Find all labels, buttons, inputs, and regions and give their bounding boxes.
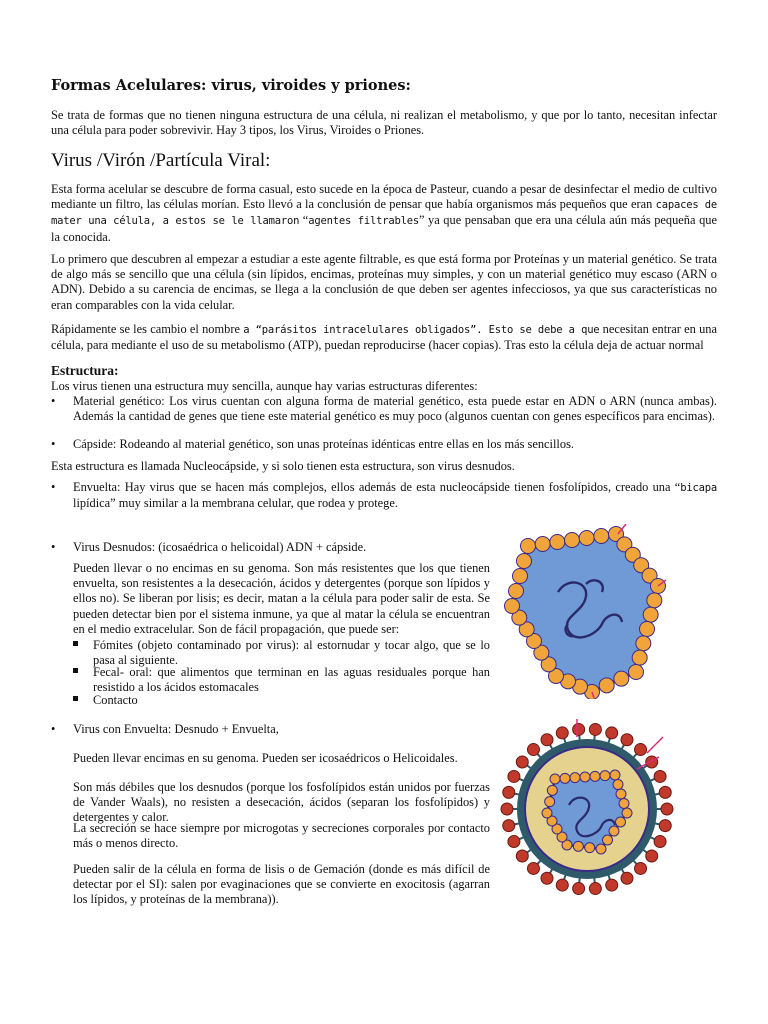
envueltos-paragraph-2: Son más débiles que los desnudos (porque los fosfolípidos están unidos por fuerzas de Vander Waals), no resisten a desecación, ácidos (separan los fosfolípidos) y detergentes y calor. (73, 780, 490, 825)
spike-head (589, 723, 601, 735)
list-item-text: Virus con Envuelta: Desnudo + Envuelta, (73, 722, 279, 736)
bullet-marker: • (51, 480, 56, 494)
text-run-mono: agentes filtrables (308, 215, 419, 228)
capsomere (542, 808, 552, 818)
spike-head (589, 883, 601, 895)
capsomere (505, 599, 520, 614)
spike-head (635, 744, 647, 756)
capsomere (616, 817, 626, 827)
capsomere (600, 771, 610, 781)
naked-virus-capsid (505, 527, 666, 700)
square-bullet (73, 668, 78, 673)
list-item-text (73, 480, 717, 511)
naked-virus-illustration (498, 524, 668, 699)
spike-head (654, 770, 666, 782)
bullet-marker: • (51, 437, 56, 451)
spike-head (646, 850, 658, 862)
capsomere (509, 584, 524, 599)
spike-head (516, 756, 528, 768)
capsomere (636, 636, 651, 651)
capsomere (590, 771, 600, 781)
capsomere (614, 671, 629, 686)
capsomere (632, 650, 647, 665)
text-run: Envuelta: Hay virus que se hacen más complejos, ellos además de esta nucleocápside tienen fosfolípidos, creado una “ (73, 480, 681, 494)
spike-head (503, 820, 515, 832)
spike-head (541, 734, 553, 746)
capsomere (521, 539, 536, 554)
list-item-text: Fómites (objeto contaminado por virus): al estornudar y tocar algo, que se lo pasa al siguiente. (93, 638, 490, 668)
annotation-line (647, 737, 663, 753)
list-item-text: Contacto (93, 693, 138, 707)
spike-head (573, 883, 585, 895)
desnudos-paragraph: Pueden llevar o no encimas en su genoma. Son más resistentes que los que tienen envuelta, son resistentes a la desecación, ácidos y detergentes (porque son lípidos y ellos no). Se liberan por lisis; es decir, matan a la célula para poder salir de esta. Se pueden detectar bien por el sistema inmune, ya que al matar la célula se encuentran en el medio extracelular. Son de fácil propagación, que puede ser: (73, 561, 490, 636)
capsomere (647, 593, 662, 608)
capsomere (513, 569, 528, 584)
paragraph-discovery (51, 182, 717, 245)
text-run: “ (299, 213, 309, 228)
spike-head (606, 727, 618, 739)
spike-head (659, 820, 671, 832)
section-title: Virus /Virón /Partícula Viral: (51, 150, 271, 171)
capsomere (570, 773, 580, 783)
spike-head (573, 723, 585, 735)
spike-head (621, 872, 633, 884)
capsomere (560, 773, 570, 783)
list-item-text: Cápside: Rodeando al material genético, son unas proteínas idénticas entre ellas en los más sencillos. (73, 437, 574, 451)
list-item-text: Fecal- oral: que alimentos que terminan en las aguas residuales porque han resistido a los ácidos estomacales (93, 665, 490, 695)
text-run-mono: capaces de mater una célula, a estos se le llamaron (51, 199, 718, 228)
capsomere (613, 780, 623, 790)
spike-head (527, 744, 539, 756)
paragraph-composition: Lo primero que descubren al empezar a estudiar a este agente filtrable, es que está forma por Proteínas y un material genético. Se trata de algo más se sencillo que una célula (sin lípidos, encimas, proteínas muy simples, y con un material genético muy escaso (ARN o ADN). Debido a su carencia de encimas, se llega a la conclusión de que deben ser agentes infecciosos, ya que sus características no eran comparables con la vida celular. (51, 252, 717, 312)
estructura-intro: Los virus tienen una estructura muy sencilla, aunque hay varias estructuras diferentes: (51, 379, 478, 393)
bullet-marker: • (51, 540, 56, 554)
spike-head (659, 786, 671, 798)
capsomere (535, 537, 550, 552)
capsomere (547, 785, 557, 795)
spike-head (556, 879, 568, 891)
square-bullet (73, 696, 78, 701)
capsomere (580, 772, 590, 782)
capsomere (573, 841, 583, 851)
text-run: necesitan entrar en una célula, para mediante el uso de su metabolismo (ATP), puedan reproducirse (hacer copias). Tras esto la célula deja de actuar normal (51, 322, 717, 353)
nucleocapside-text: Esta estructura es llamada Nucleocápside, y si solo tienen esta estructura, son virus desnudos. (51, 459, 515, 473)
capsomere (550, 535, 565, 550)
capsomere (565, 533, 580, 548)
spike-head (527, 862, 539, 874)
bullet-marker: • (51, 722, 56, 736)
capsomere (619, 799, 629, 809)
spike-head (621, 734, 633, 746)
text-run: Rápidamente se les cambio el nombre (51, 322, 244, 336)
capsomere (599, 678, 614, 693)
envueltos-paragraph-3: La secreción se hace siempre por microgotas y secreciones corporales por contacto más o menos directo. (73, 821, 490, 851)
capsomere (616, 789, 626, 799)
spike-head (508, 836, 520, 848)
bullet-marker: • (51, 394, 56, 408)
spike-head (635, 862, 647, 874)
text-run-mono: a “parásitos intracelulares obligados”. Esto se debe a que (243, 324, 600, 336)
capsomere (579, 531, 594, 546)
spike-head (606, 879, 618, 891)
text-run: lipídica” muy similar a la membrana celular, que rodea y protege. (73, 496, 398, 511)
text-run: ” ya que pensaban que era una célula aún más pequeña que la conocida. (51, 213, 717, 244)
capsomere (545, 797, 555, 807)
envueltos-paragraph-1: Pueden llevar encimas en su genoma. Pueden ser icosaédricos o Helicoidales. (73, 751, 458, 765)
capsomere (603, 835, 613, 845)
spike-head (646, 756, 658, 768)
capsomere (596, 844, 606, 854)
list-item-text: Material genético: Los virus cuentan con alguna forma de material genético, esta puede estar en ADN o ARN (nunca ambas). Además la cantidad de genes que tiene este material genético es muy poco (algunos cuentan con genes específicos para encimas). (73, 394, 717, 424)
paragraph-parasites (51, 322, 717, 353)
spike-head (654, 836, 666, 848)
spike-head (661, 803, 673, 815)
spike-head (556, 727, 568, 739)
spike-head (501, 803, 513, 815)
envueltos-paragraph-4: Pueden salir de la célula en forma de lisis o de Gemación (donde es más difícil de detectar por el SI): salen por evaginaciones que se convierte en exocitosis (agarran los lípidos, y proteínas de la membrana)). (73, 862, 490, 907)
capsomere (517, 554, 532, 569)
text-run: Esta forma acelular se descubre de forma casual, esto sucede en la época de Pasteur, cuando a pesar de desinfectar el medio de cultivo mediante un filtro, las células morían. Esto llevó a la conclusión de pensar que había organismos más pequeños que eran (51, 182, 717, 212)
spike-head (516, 850, 528, 862)
text-run-mono: bicapa (680, 482, 717, 494)
intro-paragraph: Se trata de formas que no tienen ninguna estructura de una célula, ni realizan el metabolismo, y que por lo tanto, necesitan infectar una célula para poder sobrevivir. Hay 3 tipos, los Virus, Viroides o Priones. (51, 108, 717, 138)
capsomere (629, 665, 644, 680)
estructura-heading: Estructura: (51, 363, 119, 378)
capsomere (585, 843, 595, 853)
capsomere (622, 808, 632, 818)
page-title: Formas Acelulares: virus, viroides y priones: (51, 77, 411, 94)
spike-head (541, 872, 553, 884)
square-bullet (73, 641, 78, 646)
spike-head (508, 770, 520, 782)
spike-head (503, 786, 515, 798)
capsomere (594, 529, 609, 544)
capsomere (640, 622, 655, 637)
capsomere (550, 774, 560, 784)
capsomere (610, 770, 620, 780)
enveloped-virus-illustration (497, 717, 677, 897)
list-item-text: Virus Desnudos: (icosaédrica o helicoidal) ADN + cápside. (73, 540, 367, 554)
capsomere (609, 826, 619, 836)
capsomere (643, 607, 658, 622)
